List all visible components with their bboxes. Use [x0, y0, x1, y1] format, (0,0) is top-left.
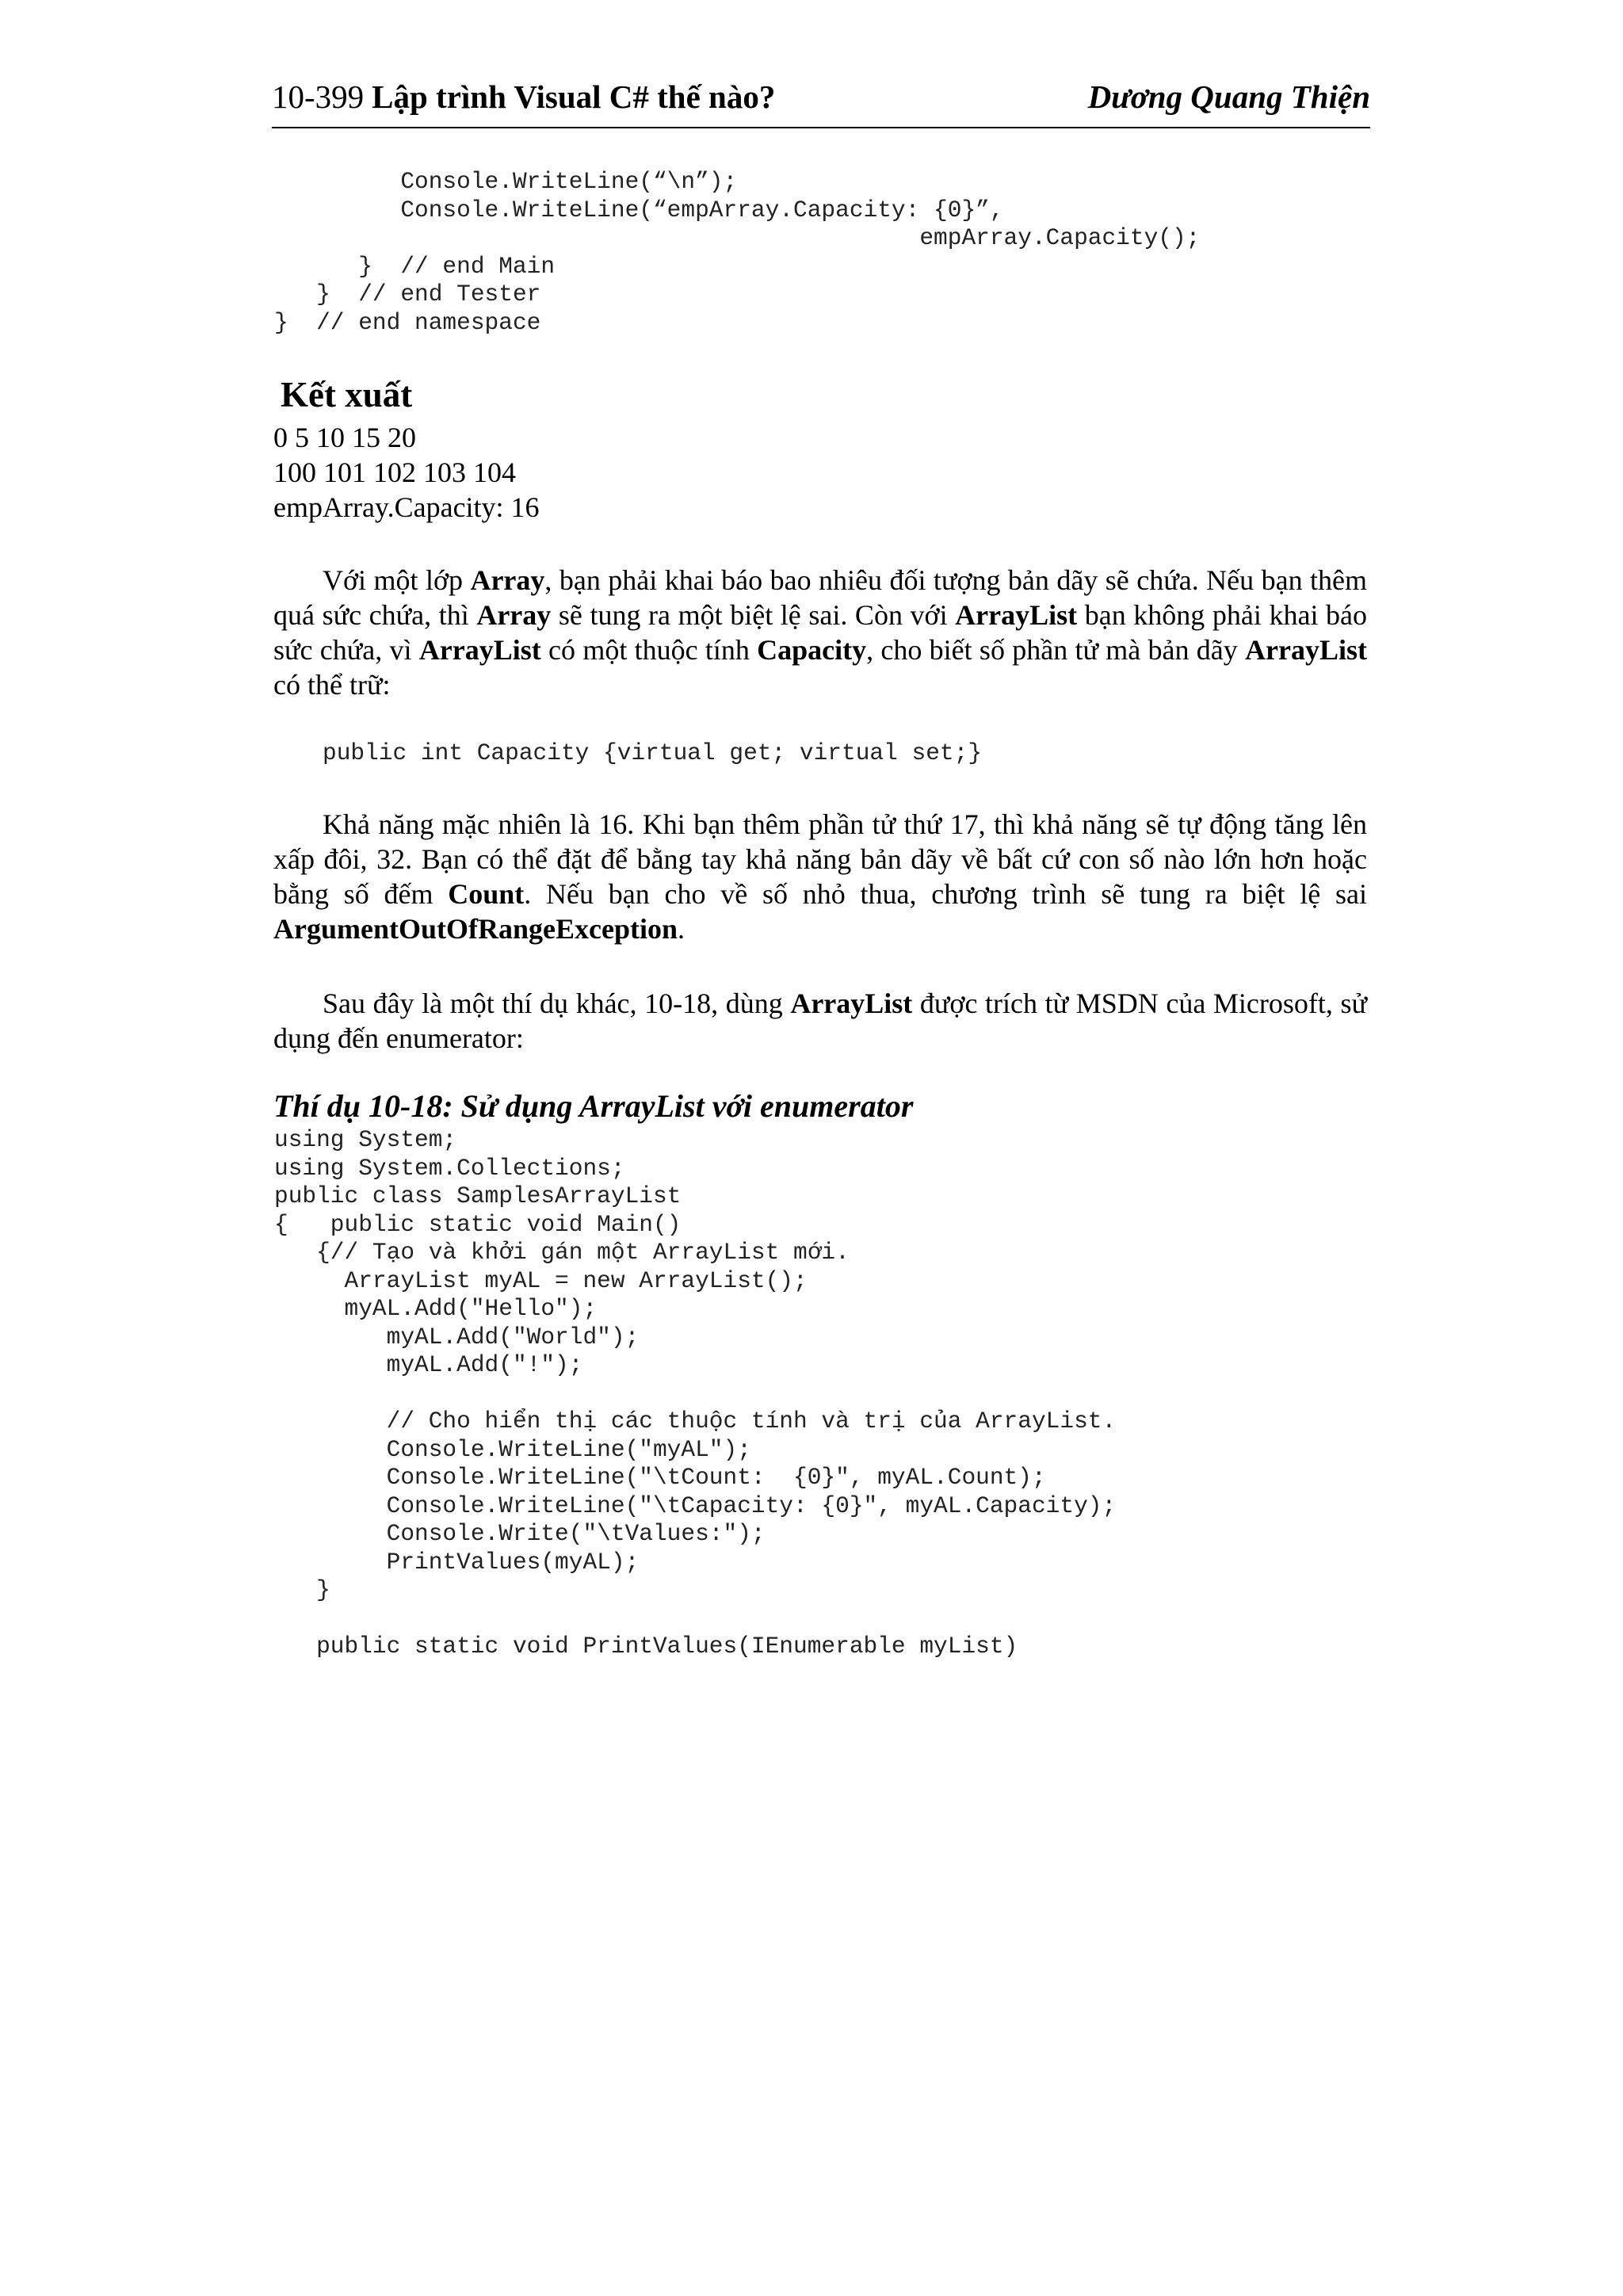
output-line-2: 100 101 102 103 104 [273, 457, 516, 488]
code-block-top: Console.WriteLine(“\n”); Console.WriteLine(“empArray.Capacity: {0}”, empArray.Capacity(); } // end Main } // end Tester } // end namespace [274, 168, 1201, 336]
page-header [272, 76, 1370, 128]
page-number: 10-399 [272, 78, 365, 115]
book-title: Lập trình Visual C# thế nào? [372, 78, 776, 115]
output-line-3: empArray.Capacity: 16 [273, 491, 540, 523]
example-title: Thí dụ 10-18: Sử dụng ArrayList với enumerator [273, 1088, 914, 1124]
output-heading: Kết xuất [281, 375, 413, 415]
paragraph-default-capacity: Khả năng mặc nhiên là 16. Khi bạn thêm phần tử thứ 17, thì khả năng sẽ tự động tăng lên xấp đôi, 32. Bạn có thể đặt để bằng tay khả năng bản dãy về bất cứ con số nào lớn hơn hoặc bằng số đếm Count. Nếu bạn cho về số nhỏ thua, chương trình sẽ tung ra biệt lệ sai ArgumentOutOfRangeException. [273, 808, 1367, 945]
header-left [272, 78, 775, 116]
code-block-example: using System; using System.Collections; public class SamplesArrayList { public static void Main() {// Tạo và khởi gán một ArrayList mới. ArrayList myAL = new ArrayList(); myAL.Add("Hello"); myAL.Add("World"); myAL.Add("!"); // Cho hiển thị các thuộc tính và trị của ArrayList. Console.WriteLine("myAL"); Console.WriteLine("\tCount: {0}", myAL.Count); Console.WriteLine("\tCapacity: {0}", myAL.Capacity); Console.Write("\tValues:"); PrintValues(myAL); } public static void PrintValues(IEnumerable myList) [274, 1126, 1117, 1660]
output-line-1: 0 5 10 15 20 [273, 422, 416, 453]
paragraph-array-capacity: Với một lớp Array, bạn phải khai báo bao nhiêu đối tượng bản dãy sẽ chứa. Nếu bạn thêm quá sức chứa, thì Array sẽ tung ra một biệt lệ sai. Còn với ArrayList bạn không phải khai báo sức chứa, vì ArrayList có một thuộc tính Capacity, cho biết số phần tử mà bản dãy ArrayList có thể trữ: [273, 564, 1368, 701]
author-name: Dương Quang Thiện [1087, 78, 1370, 115]
paragraph-example-intro: Sau đây là một thí dụ khác, 10-18, dùng ArrayList được trích từ MSDN của Microsoft, sử dụng đến enumerator: [273, 988, 1367, 1054]
code-capacity-property: public int Capacity {virtual get; virtual set;} [323, 739, 983, 766]
